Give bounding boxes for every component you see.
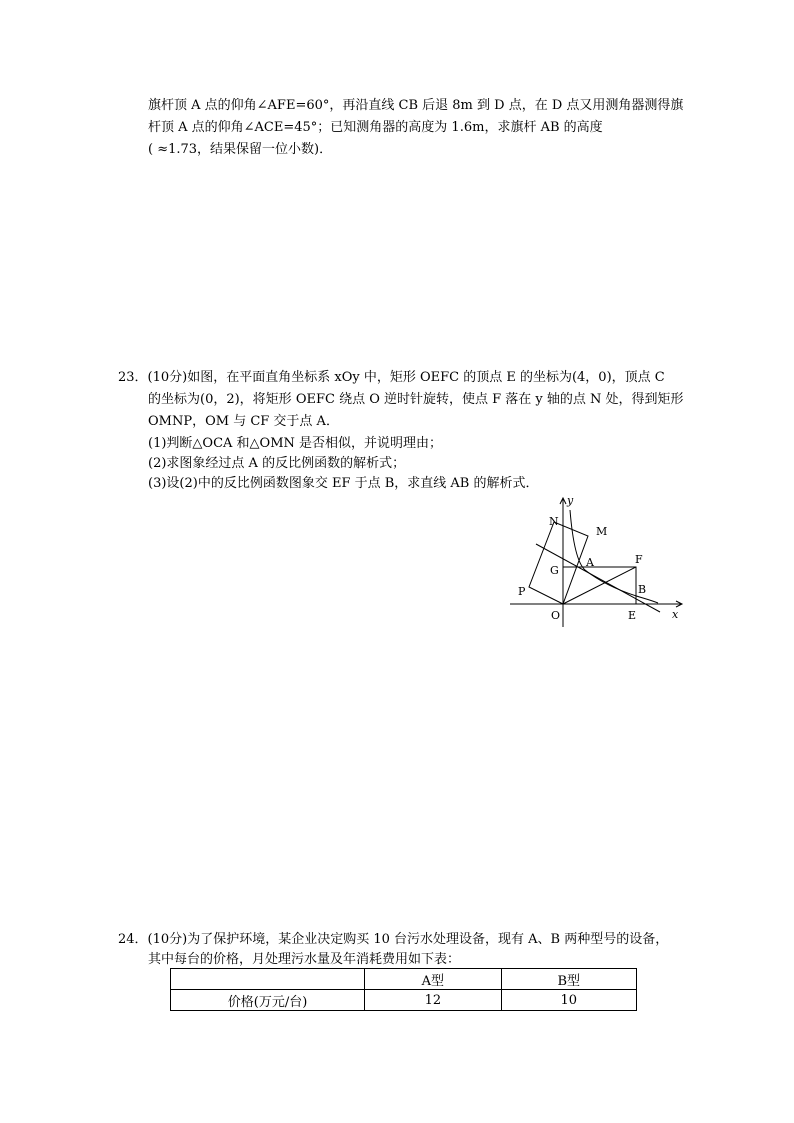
q23-line-3: OMNP，OM 与 CF 交于点 A． <box>148 414 339 429</box>
label-f: F <box>635 553 643 566</box>
q22-line-2: 杆顶 A 点的仰角∠ACE=45°；已知测角器的高度为 1.6m，求旗杆 AB 的高度 <box>148 120 603 135</box>
label-p: P <box>518 585 526 598</box>
label-b: B <box>638 583 647 596</box>
label-x: x <box>672 608 679 621</box>
table-header-cell: B型 <box>501 969 636 990</box>
table-header-cell <box>171 969 365 990</box>
q24-line-1: 24．(10分)为了保护环境，某企业决定购买 10 台污水处理设备，现有 A、B 两种型号的设备， <box>118 932 669 947</box>
equipment-table <box>170 968 637 1011</box>
table-cell: 10 <box>501 990 636 1011</box>
rectangle-omnp <box>529 522 588 604</box>
q23-sub-1: (1)判断△OCA 和△OMN 是否相似，并说明理由； <box>148 436 443 451</box>
label-g: G <box>550 564 559 577</box>
table-header-cell: A型 <box>365 969 501 990</box>
label-y: y <box>567 494 574 507</box>
table-header-row <box>171 969 637 990</box>
label-m: M <box>596 525 608 538</box>
q24-line-2: 其中每台的价格，月处理污水量及年消耗费用如下表： <box>148 952 461 967</box>
coordinate-figure <box>508 492 688 627</box>
figure-svg <box>508 492 688 627</box>
label-n: N <box>549 515 559 528</box>
q22-line-1: 旗杆顶 A 点的仰角∠AFE=60°，再沿直线 CB 后退 8m 到 D 点，在 D 点又用测角器测得旗 <box>148 98 684 113</box>
label-o: O <box>551 609 561 622</box>
q23-sub-3: (3)设(2)中的反比例函数图象交 EF 于点 B，求直线 AB 的解析式． <box>148 476 539 491</box>
q23-sub-2: (2)求图象经过点 A 的反比例函数的解析式； <box>148 456 406 471</box>
label-a: A <box>586 556 594 569</box>
q23-line-1: 23．(10分)如图，在平面直角坐标系 xOy 中，矩形 OEFC 的顶点 E 的坐标为(4，0)，顶点 C <box>118 370 665 385</box>
label-e: E <box>628 609 637 622</box>
table-cell: 12 <box>365 990 501 1011</box>
q22-line-3: ( ≈1.73，结果保留一位小数)． <box>148 142 333 157</box>
table-row <box>171 990 637 1011</box>
segment-of <box>563 567 636 604</box>
table-cell: 价格(万元/台) <box>171 990 365 1011</box>
q23-line-2: 的坐标为(0，2)，将矩形 OEFC 绕点 O 逆时针旋转，使点 F 落在 y 轴的点 N 处，得到矩形 <box>148 392 684 407</box>
